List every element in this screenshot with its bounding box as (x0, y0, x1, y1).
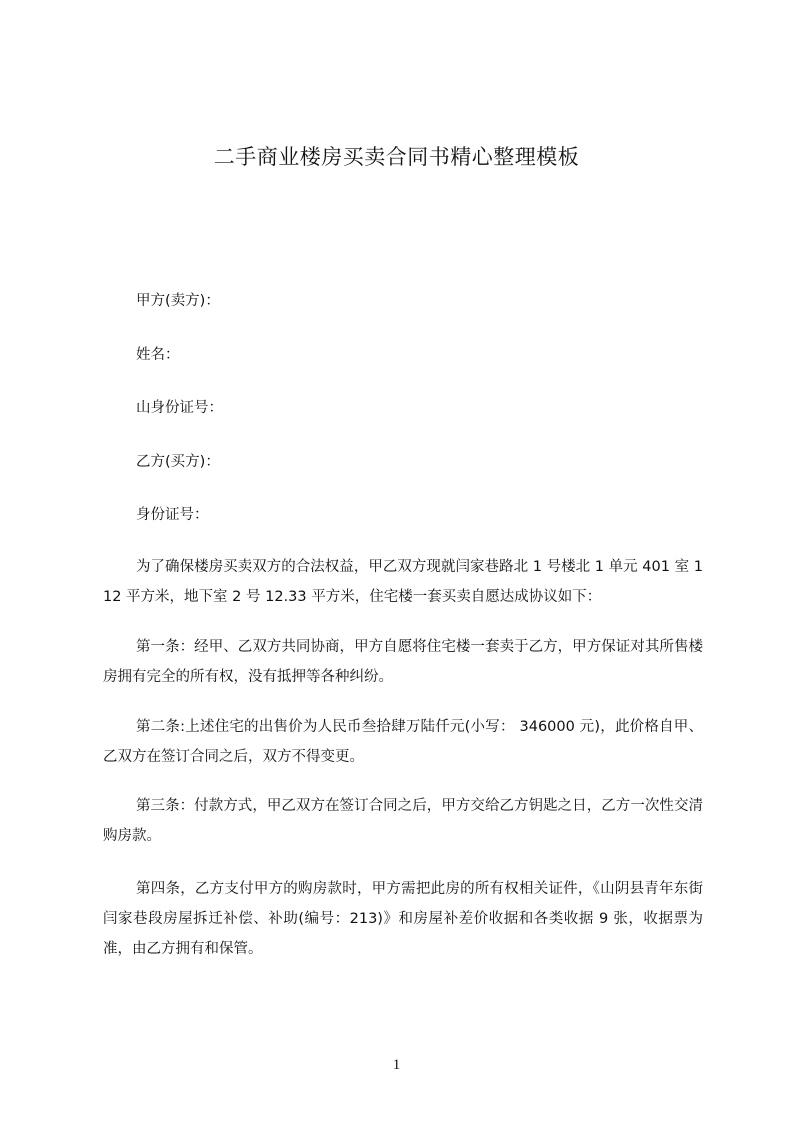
buyer-id-label: 身份证号： (136, 507, 209, 523)
article-1-paragraph: 第一条：经甲、乙双方共同协商，甲方自愿将住宅楼一套卖于乙方，甲方保证对其所售楼房拥有完全的所有权，没有抵押等各种纠纷。 (103, 639, 703, 685)
name-label: 姓名： (136, 347, 180, 363)
article-3-paragraph: 第三条：付款方式，甲乙双方在签订合同之后，甲方交给乙方钥匙之日，乙方一次性交清购房款。 (103, 798, 703, 844)
intro-paragraph: 为了确保楼房买卖双方的合法权益，甲乙双方现就闫家巷路北 1 号楼北 1 单元 401 室 112 平方米，地下室 2 号 12.33 平方米，住宅楼一套买卖自愿达成协议如下： (103, 559, 703, 605)
article-2-paragraph: 第二条:上述住宅的出售价为人民币叁拾肆万陆仟元(小写： 346000 元)，此价格自甲、乙双方在签订合同之后，双方不得变更。 (103, 719, 703, 765)
seller-id-label: 山身份证号： (136, 400, 223, 416)
page-number: 1 (392, 1057, 401, 1073)
seller-label: 甲方(卖方)： (136, 293, 220, 309)
article-4-paragraph: 第四条，乙方支付甲方的购房款时，甲方需把此房的所有权相关证件，《山阴县青年东街闫家巷段房屋拆迁补偿、补助(编号：213)》和房屋补差价收据和各类收据 9 张，收据票为准，由乙方拥有和保管。 (103, 881, 703, 957)
buyer-label: 乙方(买方)： (136, 454, 220, 470)
document-title: 二手商业楼房买卖合同书精心整理模板 (213, 145, 580, 169)
